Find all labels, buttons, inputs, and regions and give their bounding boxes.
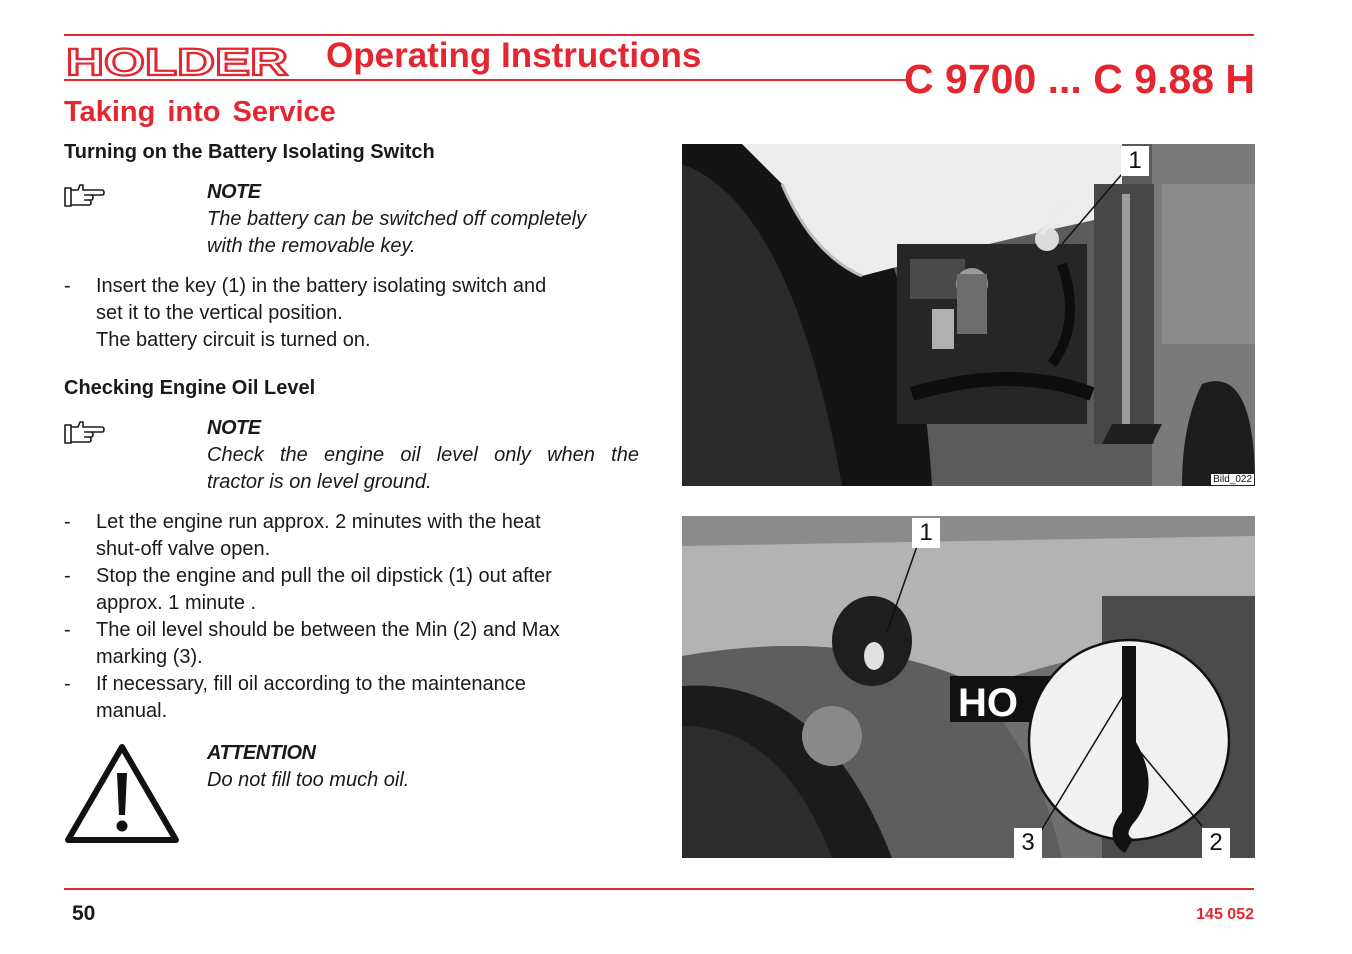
list-item [64,617,624,671]
document-number: 145 052 [1196,906,1254,923]
step-line: - The oil level should be between the Min (2) and Max [96,619,560,641]
oil-note [207,415,639,496]
battery-note-line1: The battery can be switched off completely [207,208,587,230]
warning-triangle-icon [64,743,180,845]
step-line: shut-off valve open. [96,538,271,560]
list-item [64,563,624,617]
battery-switch-photo [682,144,1255,486]
holder-logo-graphic [66,44,290,78]
list-item [64,273,624,354]
oil-note-title: NOTE [207,417,261,439]
section-title: Taking into Service [64,96,336,128]
callout-3: 3 [1014,828,1042,858]
model-range: C 9700 ... C 9.88 H [904,56,1255,102]
battery-heading: Turning on the Battery Isolating Switch [64,141,435,163]
oil-dipstick-photo-graphic [682,516,1255,858]
oil-note-line2: tractor is on level ground. [207,471,432,493]
title-rule [64,79,906,81]
battery-steps [64,273,624,354]
list-item [64,509,624,563]
battery-note-title: NOTE [207,181,261,203]
step-line: approx. 1 minute . [96,592,257,614]
pointing-hand-icon [64,182,106,208]
list-item [64,671,624,725]
step-line: - Let the engine run approx. 2 minutes with the heat [96,511,541,533]
image-caption: Bild_022 [1213,474,1252,485]
step-line: set it to the vertical position. [96,302,343,324]
step-line: - Stop the engine and pull the oil dipstick (1) out after [96,565,552,587]
holder-logo [66,44,290,78]
pointing-hand-icon [64,419,106,445]
holder-decal-text: HO [958,681,1018,725]
bottom-rule [64,888,1254,890]
battery-switch-photo-graphic [682,144,1255,486]
callout-1: 1 [1121,146,1149,176]
step-line: manual. [96,700,168,722]
battery-note-line2: with the removable key. [207,235,416,257]
attention-title: ATTENTION [207,742,316,764]
holder-logo-text: HOLDER [66,44,288,78]
attention-block [207,740,639,794]
oil-steps [64,509,624,725]
step-line: - If necessary, fill oil according to the maintenance [96,673,526,695]
oil-dipstick-photo [682,516,1255,858]
oil-note-line1: Check the engine oil level only when the [207,444,639,466]
document-title: Operating Instructions [326,36,702,75]
attention-text: Do not fill too much oil. [207,769,410,791]
step-line: marking (3). [96,646,203,668]
callout-1: 1 [912,518,940,548]
battery-note [207,179,639,260]
oil-heading: Checking Engine Oil Level [64,377,316,399]
step-line: - Insert the key (1) in the battery isolating switch and [96,275,547,297]
step-line: The battery circuit is turned on. [96,329,371,351]
callout-2: 2 [1202,828,1230,858]
page-number: 50 [72,902,96,925]
